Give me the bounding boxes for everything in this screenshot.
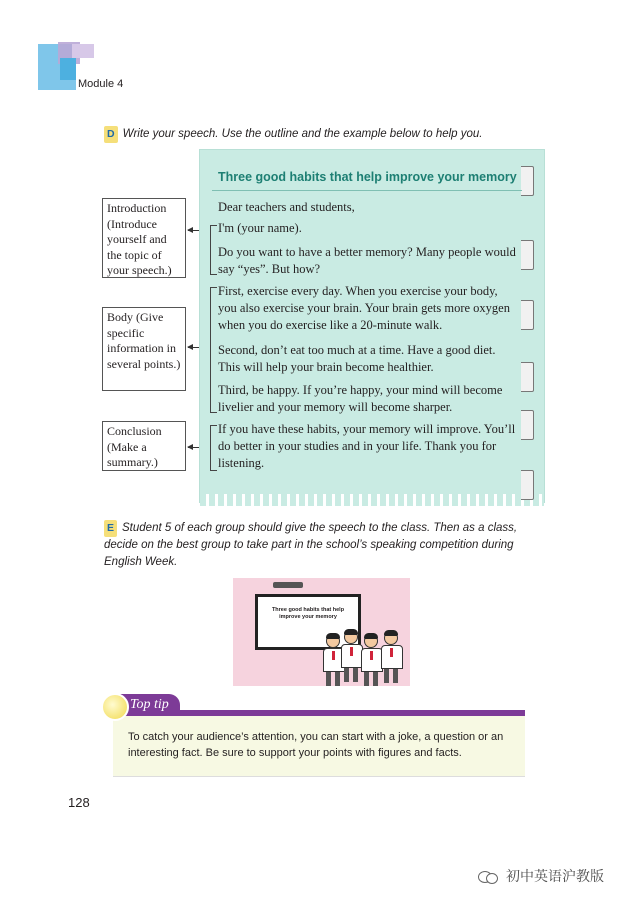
speech-paragraph: Do you want to have a better memory? Many people would say “yes”. But how? bbox=[218, 245, 516, 276]
speech-paragraph: First, exercise every day. When you exercise your body, you also exercise your brain. Your brain gets more oxygen when you do exercise like a 20-minute walk. bbox=[218, 284, 510, 332]
title-divider bbox=[212, 190, 522, 191]
bracket-body bbox=[210, 287, 217, 413]
panel-tab bbox=[521, 300, 534, 330]
watermark-text: 初中英语沪教版 bbox=[506, 868, 604, 884]
outline-box-introduction: Introduction (Introduce yourself and the topic of your speech.) bbox=[102, 198, 186, 278]
student-figure bbox=[341, 630, 361, 682]
top-tip-text: To catch your audience’s attention, you can start with a joke, a question or an interesting fact. Be sure to support your points with figures and facts. bbox=[128, 731, 504, 759]
bracket-introduction bbox=[210, 225, 217, 275]
panel-tab bbox=[521, 240, 534, 270]
outline-box-body: Body (Give specific information in several points.) bbox=[102, 307, 186, 391]
activity-d-tag: D bbox=[104, 126, 118, 143]
projector-icon bbox=[273, 582, 303, 588]
screen-text: Three good habits that help improve your memory bbox=[271, 607, 345, 620]
page-number: 128 bbox=[68, 795, 90, 810]
activity-d-text: Write your speech. Use the outline and the example below to help you. bbox=[122, 128, 483, 140]
panel-torn-edge bbox=[200, 494, 544, 506]
speech-greeting: Dear teachers and students, bbox=[218, 200, 355, 214]
bracket-conclusion bbox=[210, 425, 217, 471]
outline-box-conclusion: Conclusion (Make a summary.) bbox=[102, 421, 186, 471]
activity-e-tag: E bbox=[104, 520, 117, 537]
speech-title: Three good habits that help improve your memory bbox=[218, 170, 517, 184]
panel-tab bbox=[521, 362, 534, 392]
module-label: Module 4 bbox=[78, 78, 124, 90]
watermark bbox=[478, 866, 604, 886]
speech-paragraph: Third, be happy. If you’re happy, your mind will become livelier and your memory will become sharper. bbox=[218, 383, 503, 414]
student-figure bbox=[323, 634, 343, 686]
student-figure bbox=[381, 631, 401, 683]
speech-paragraph: If you have these habits, your memory will improve. You’ll do better in your studies and in your life. Thank you for listening. bbox=[218, 422, 516, 470]
speech-paragraph: Second, don’t eat too much at a time. Have a good diet. This will help your brain become healthier. bbox=[218, 343, 496, 374]
top-tip-title: Top tip bbox=[130, 697, 169, 712]
speech-paragraph: I'm (your name). bbox=[218, 221, 302, 235]
activity-e-text: Student 5 of each group should give the speech to the class. Then as a class, decide on the best group to take part in the school’s speaking competition during English Week. bbox=[104, 522, 518, 568]
activity-e-instruction bbox=[104, 520, 536, 571]
panel-tab bbox=[521, 470, 534, 500]
presentation-illustration bbox=[233, 578, 410, 686]
activity-d-instruction bbox=[104, 126, 544, 143]
panel-tab bbox=[521, 410, 534, 440]
wechat-icon bbox=[478, 869, 500, 883]
panel-tab bbox=[521, 166, 534, 196]
student-figure bbox=[361, 634, 381, 686]
bulb-icon bbox=[101, 693, 129, 721]
